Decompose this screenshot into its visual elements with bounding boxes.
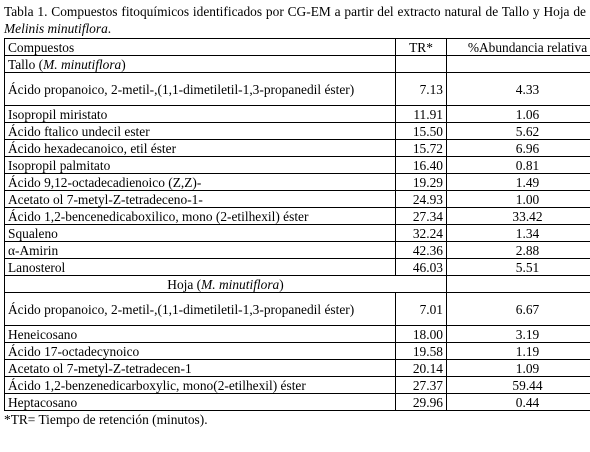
abundance-cell: 1.19	[447, 343, 590, 360]
caption-species: Melinis minutiflora	[4, 21, 108, 36]
abundance-cell: 0.44	[447, 394, 590, 411]
section-label-prefix: Tallo (	[8, 56, 44, 72]
retention-time-cell: 7.13	[396, 73, 447, 106]
table-row	[5, 174, 590, 191]
table-row	[5, 326, 590, 343]
compound-name-cell: Ácido propanoico, 2-metil-,(1,1-dimetiletil-1,3-propanedil éster)	[5, 293, 396, 326]
table-row	[5, 394, 590, 411]
table-row	[5, 106, 590, 123]
compound-name-cell: Heptacosano	[5, 394, 396, 411]
section-label-species: M. minutiflora	[43, 56, 122, 72]
abundance-cell: 6.67	[447, 293, 590, 326]
table-row	[5, 343, 590, 360]
retention-time-cell: 15.50	[396, 123, 447, 140]
header-rt: TR*	[396, 39, 447, 56]
retention-time-cell: 42.36	[396, 242, 447, 259]
retention-time-cell: 32.24	[396, 225, 447, 242]
table-row	[5, 157, 590, 174]
section-label-prefix: Hoja (	[167, 276, 202, 292]
retention-time-cell: 16.40	[396, 157, 447, 174]
table-row	[5, 191, 590, 208]
compound-name-cell: Ácido hexadecanoico, etil éster	[5, 140, 396, 157]
compound-name-cell: Ácido 1,2-bencenedicaboxilico, mono (2-etilhexil) éster	[5, 208, 396, 225]
compound-name-cell: Ácido 17-octadecynoico	[5, 343, 396, 360]
compound-name-cell: Heneicosano	[5, 326, 396, 343]
compound-name-cell: Ácido 1,2-benzenedicarboxylic, mono(2-etilhexil) éster	[5, 377, 396, 394]
section-empty-cell	[447, 276, 590, 293]
header-compound: Compuestos	[5, 39, 396, 56]
caption-prefix: Tabla 1. Compuestos fitoquímicos identificados por CG-EM a partir del extracto natural de Tallo y Hoja de	[4, 4, 586, 19]
table-row	[5, 259, 590, 276]
retention-time-cell: 24.93	[396, 191, 447, 208]
retention-time-cell: 15.72	[396, 140, 447, 157]
compound-name-cell: Ácido ftalico undecil ester	[5, 123, 396, 140]
table-row	[5, 225, 590, 242]
compound-name-cell: Isopropil miristato	[5, 106, 396, 123]
compound-name-cell: Acetato ol 7-metyl-Z-tetradeceno-1-	[5, 191, 396, 208]
retention-time-cell: 20.14	[396, 360, 447, 377]
table-row	[5, 242, 590, 259]
abundance-cell: 1.34	[447, 225, 590, 242]
table-row	[5, 73, 590, 106]
retention-time-cell: 29.96	[396, 394, 447, 411]
retention-time-cell: 27.37	[396, 377, 447, 394]
section-empty-cell	[396, 56, 447, 73]
table-row	[5, 140, 590, 157]
section-row	[5, 276, 590, 293]
abundance-cell: 6.96	[447, 140, 590, 157]
abundance-cell: 0.81	[447, 157, 590, 174]
retention-time-cell: 7.01	[396, 293, 447, 326]
retention-time-cell: 19.29	[396, 174, 447, 191]
abundance-cell: 5.62	[447, 123, 590, 140]
retention-time-cell: 11.91	[396, 106, 447, 123]
abundance-cell: 3.19	[447, 326, 590, 343]
table-row	[5, 293, 590, 326]
abundance-cell: 5.51	[447, 259, 590, 276]
table-row	[5, 360, 590, 377]
header-abundance: %Abundancia relativa	[447, 39, 590, 56]
retention-time-cell: 27.34	[396, 208, 447, 225]
section-label	[5, 56, 396, 73]
footnote: *TR= Tiempo de retención (minutos).	[4, 412, 208, 427]
compound-name-cell: Ácido propanoico, 2-metil-,(1,1-dimetiletil-1,3-propanedil éster)	[5, 73, 396, 106]
abundance-cell: 33.42	[447, 208, 590, 225]
compound-name-cell: Acetato ol 7-metyl-Z-tetradecen-1	[5, 360, 396, 377]
section-row	[5, 56, 590, 73]
compound-name-cell: Lanosterol	[5, 259, 396, 276]
retention-time-cell: 46.03	[396, 259, 447, 276]
compound-name-cell: Isopropil palmitato	[5, 157, 396, 174]
table-row	[5, 208, 590, 225]
compound-name-cell: α-Amirin	[5, 242, 396, 259]
abundance-cell: 1.00	[447, 191, 590, 208]
caption-suffix: .	[107, 21, 112, 36]
header-row	[5, 39, 590, 56]
compound-name-cell: Ácido 9,12-octadecadienoico (Z,Z)-	[5, 174, 396, 191]
section-label-suffix: )	[279, 276, 284, 292]
compound-name-cell: Squaleno	[5, 225, 396, 242]
abundance-cell: 4.33	[447, 73, 590, 106]
abundance-cell: 1.49	[447, 174, 590, 191]
section-label-suffix: )	[121, 56, 126, 72]
table-row	[5, 123, 590, 140]
abundance-cell: 59.44	[447, 377, 590, 394]
table-caption	[4, 3, 586, 37]
section-label-species: M. minutiflora	[201, 276, 280, 292]
table-row	[5, 377, 590, 394]
compounds-table	[4, 38, 590, 411]
abundance-cell: 1.09	[447, 360, 590, 377]
section-label	[5, 276, 447, 293]
section-empty-cell	[447, 56, 590, 73]
retention-time-cell: 19.58	[396, 343, 447, 360]
retention-time-cell: 18.00	[396, 326, 447, 343]
abundance-cell: 1.06	[447, 106, 590, 123]
abundance-cell: 2.88	[447, 242, 590, 259]
table-body	[5, 56, 590, 411]
